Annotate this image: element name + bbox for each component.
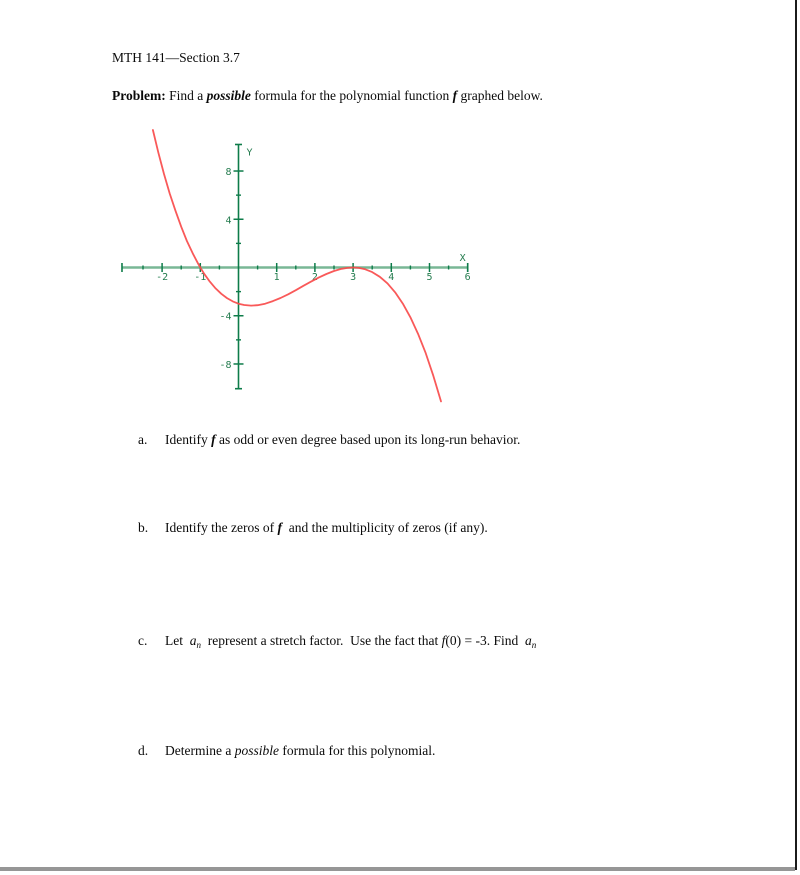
question-c-label: c. — [138, 633, 148, 648]
question-c-text: Let $a_n$ represent a stretch factor. Use the fact that f(0) = -3. Find $a_n$ — [165, 633, 537, 650]
svg-text:5: 5 — [426, 272, 433, 283]
svg-text:8: 8 — [225, 167, 232, 179]
svg-text:-1: -1 — [194, 272, 207, 283]
page-edge-right — [795, 0, 797, 870]
page-edge-bottom — [0, 867, 795, 871]
question-a-label: a. — [138, 432, 148, 447]
question-d — [138, 743, 435, 759]
question-a — [138, 432, 520, 448]
question-b — [138, 520, 488, 536]
question-c — [138, 633, 536, 650]
question-b-text: Identify the zeros of f and the multiplicity of zeros (if any). — [165, 520, 488, 535]
question-a-text: Identify f as odd or even degree based upon its long-run behavior. — [165, 432, 521, 447]
polynomial-graph-canvas — [108, 126, 480, 410]
svg-text:6: 6 — [464, 272, 471, 283]
svg-text:-2: -2 — [156, 272, 169, 283]
question-d-label: d. — [138, 743, 149, 758]
course-title: MTH 141—Section 3.7 — [112, 50, 240, 65]
svg-text:-8: -8 — [219, 359, 232, 371]
svg-text:2: 2 — [311, 272, 318, 283]
polynomial-curve — [153, 130, 441, 401]
x-axis-label: X — [459, 253, 466, 264]
svg-text:3: 3 — [350, 272, 357, 283]
svg-text:1: 1 — [273, 272, 280, 283]
svg-text:4: 4 — [225, 215, 232, 227]
problem-statement: Problem: Find a possible formula for the polynomial function f graphed below. — [112, 88, 543, 103]
svg-text:4: 4 — [388, 272, 395, 283]
polynomial-graph — [108, 126, 480, 410]
question-d-text: Determine a possible formula for this polynomial. — [165, 743, 436, 758]
y-axis-label: Y — [246, 147, 253, 159]
question-b-label: b. — [138, 520, 149, 535]
svg-text:-4: -4 — [219, 311, 232, 323]
